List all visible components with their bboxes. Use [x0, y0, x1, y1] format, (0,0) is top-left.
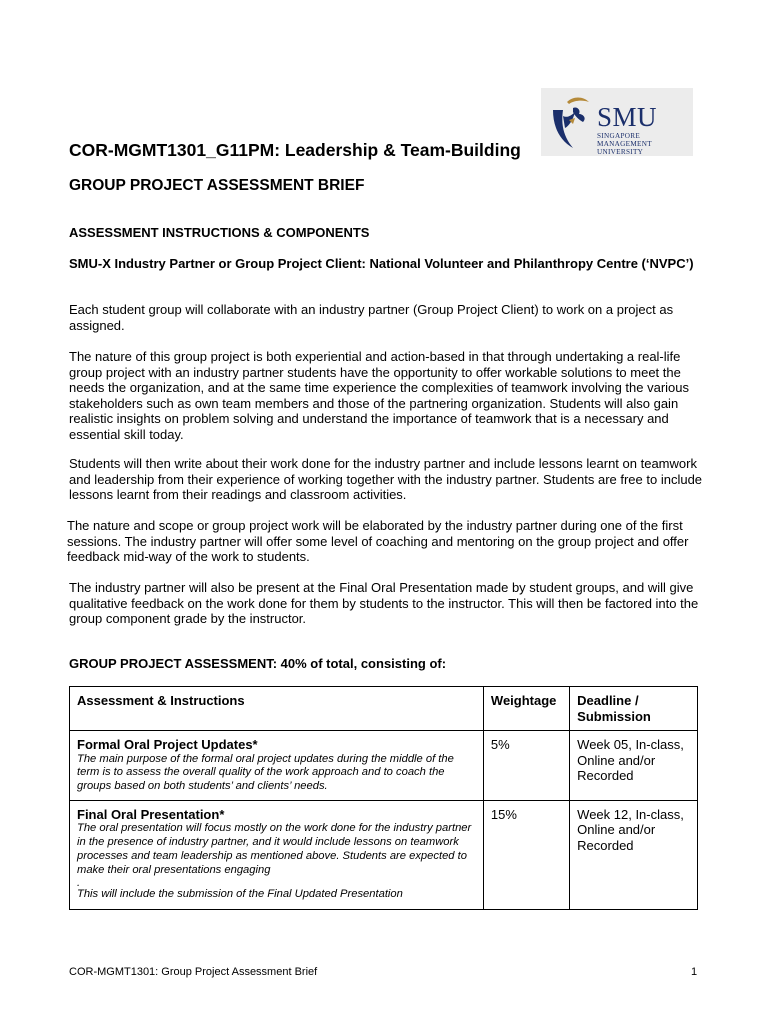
paragraph-collaboration: Each student group will collaborate with an industry partner (Group Project Client) to work on a project as assigned.: [69, 302, 674, 333]
table-header-row: [70, 687, 698, 731]
table-row: [70, 731, 698, 801]
partner-line: SMU-X Industry Partner or Group Project Client: National Volunteer and Philanthropy Centre (‘NVPC’): [69, 256, 694, 271]
column-header: Assessment & Instructions: [70, 687, 484, 731]
assessment-table: [69, 686, 698, 910]
assessment-heading: GROUP PROJECT ASSESSMENT: 40% of total, consisting of:: [69, 656, 447, 671]
item-dot: .: [77, 876, 81, 889]
paragraph-writeup: Students will then write about their work done for the industry partner and include lessons learnt on teamwork and leadership from their experience of working together with the industry partner. Students are free to include lessons learnt from their readings and classroom activities.: [69, 456, 703, 503]
weightage-cell: 5%: [483, 731, 569, 801]
course-title: COR-MGMT1301_G11PM: Leadership & Team-Building: [69, 140, 521, 160]
item-note: This will include the submission of the Final Updated Presentation: [77, 887, 403, 900]
column-header: Deadline / Submission: [570, 687, 698, 731]
section-heading: ASSESSMENT INSTRUCTIONS & COMPONENTS: [69, 225, 370, 240]
paragraph-final-presentation: The industry partner will also be present at the Final Oral Presentation made by student groups, and will give qualitative feedback on the work done for them by students to the instructor. This will then be factored into the group component grade by the instructor.: [69, 580, 699, 627]
brief-title: GROUP PROJECT ASSESSMENT BRIEF: [69, 177, 365, 194]
item-description: The main purpose of the formal oral project updates during the middle of the term is to assess the overall quality of the work approach and to coach the groups based on both students’ and clients’ needs.: [77, 752, 454, 793]
item-description: The oral presentation will focus mostly on the work done for the industry partner in the presence of industry partner, and it would include lessons on teamwork processes and team leadership as mentioned above. Students are expected to make their oral presentations engaging: [77, 822, 472, 876]
paragraph-scope: The nature and scope or group project work will be elaborated by the industry partner during one of the first sessions. The industry partner will offer some level of coaching and mentoring on the group project and offer feedback mid-way of the work to students.: [67, 518, 689, 565]
item-title: Formal Oral Project Updates*: [77, 737, 258, 752]
deadline-cell: Week 12, In-class, Online and/or Recorded: [570, 800, 698, 909]
smu-logo: [541, 88, 693, 156]
page-number: 1: [691, 966, 698, 978]
weightage-cell: 15%: [483, 800, 569, 909]
deadline-cell: Week 05, In-class, Online and/or Recorded: [570, 731, 698, 801]
paragraph-nature: The nature of this group project is both experiential and action-based in that through undertaking a real-life group project with an industry partner students have the opportunity to offer workable solutions to meet the needs the organization, and at the same time experience the complexities of teamwork involving the various stakeholders such as own team members and those of the partnering organization. Students will also gain realistic insights on problem solving and understand the importance of teamwork that is a necessary and essential skill today.: [69, 349, 690, 442]
table-row: [70, 800, 698, 909]
smu-crest-icon: [549, 96, 595, 150]
item-title: Final Oral Presentation*: [77, 806, 225, 822]
smu-wordmark: SMU: [597, 102, 658, 132]
page-footer: COR-MGMT1301: Group Project Assessment Brief: [69, 966, 318, 978]
assessment-cell: [70, 800, 484, 909]
smu-subtitle: SINGAPORE MANAGEMENT UNIVERSITY: [597, 132, 652, 156]
assessment-cell: [70, 731, 484, 801]
column-header: Weightage: [483, 687, 569, 731]
